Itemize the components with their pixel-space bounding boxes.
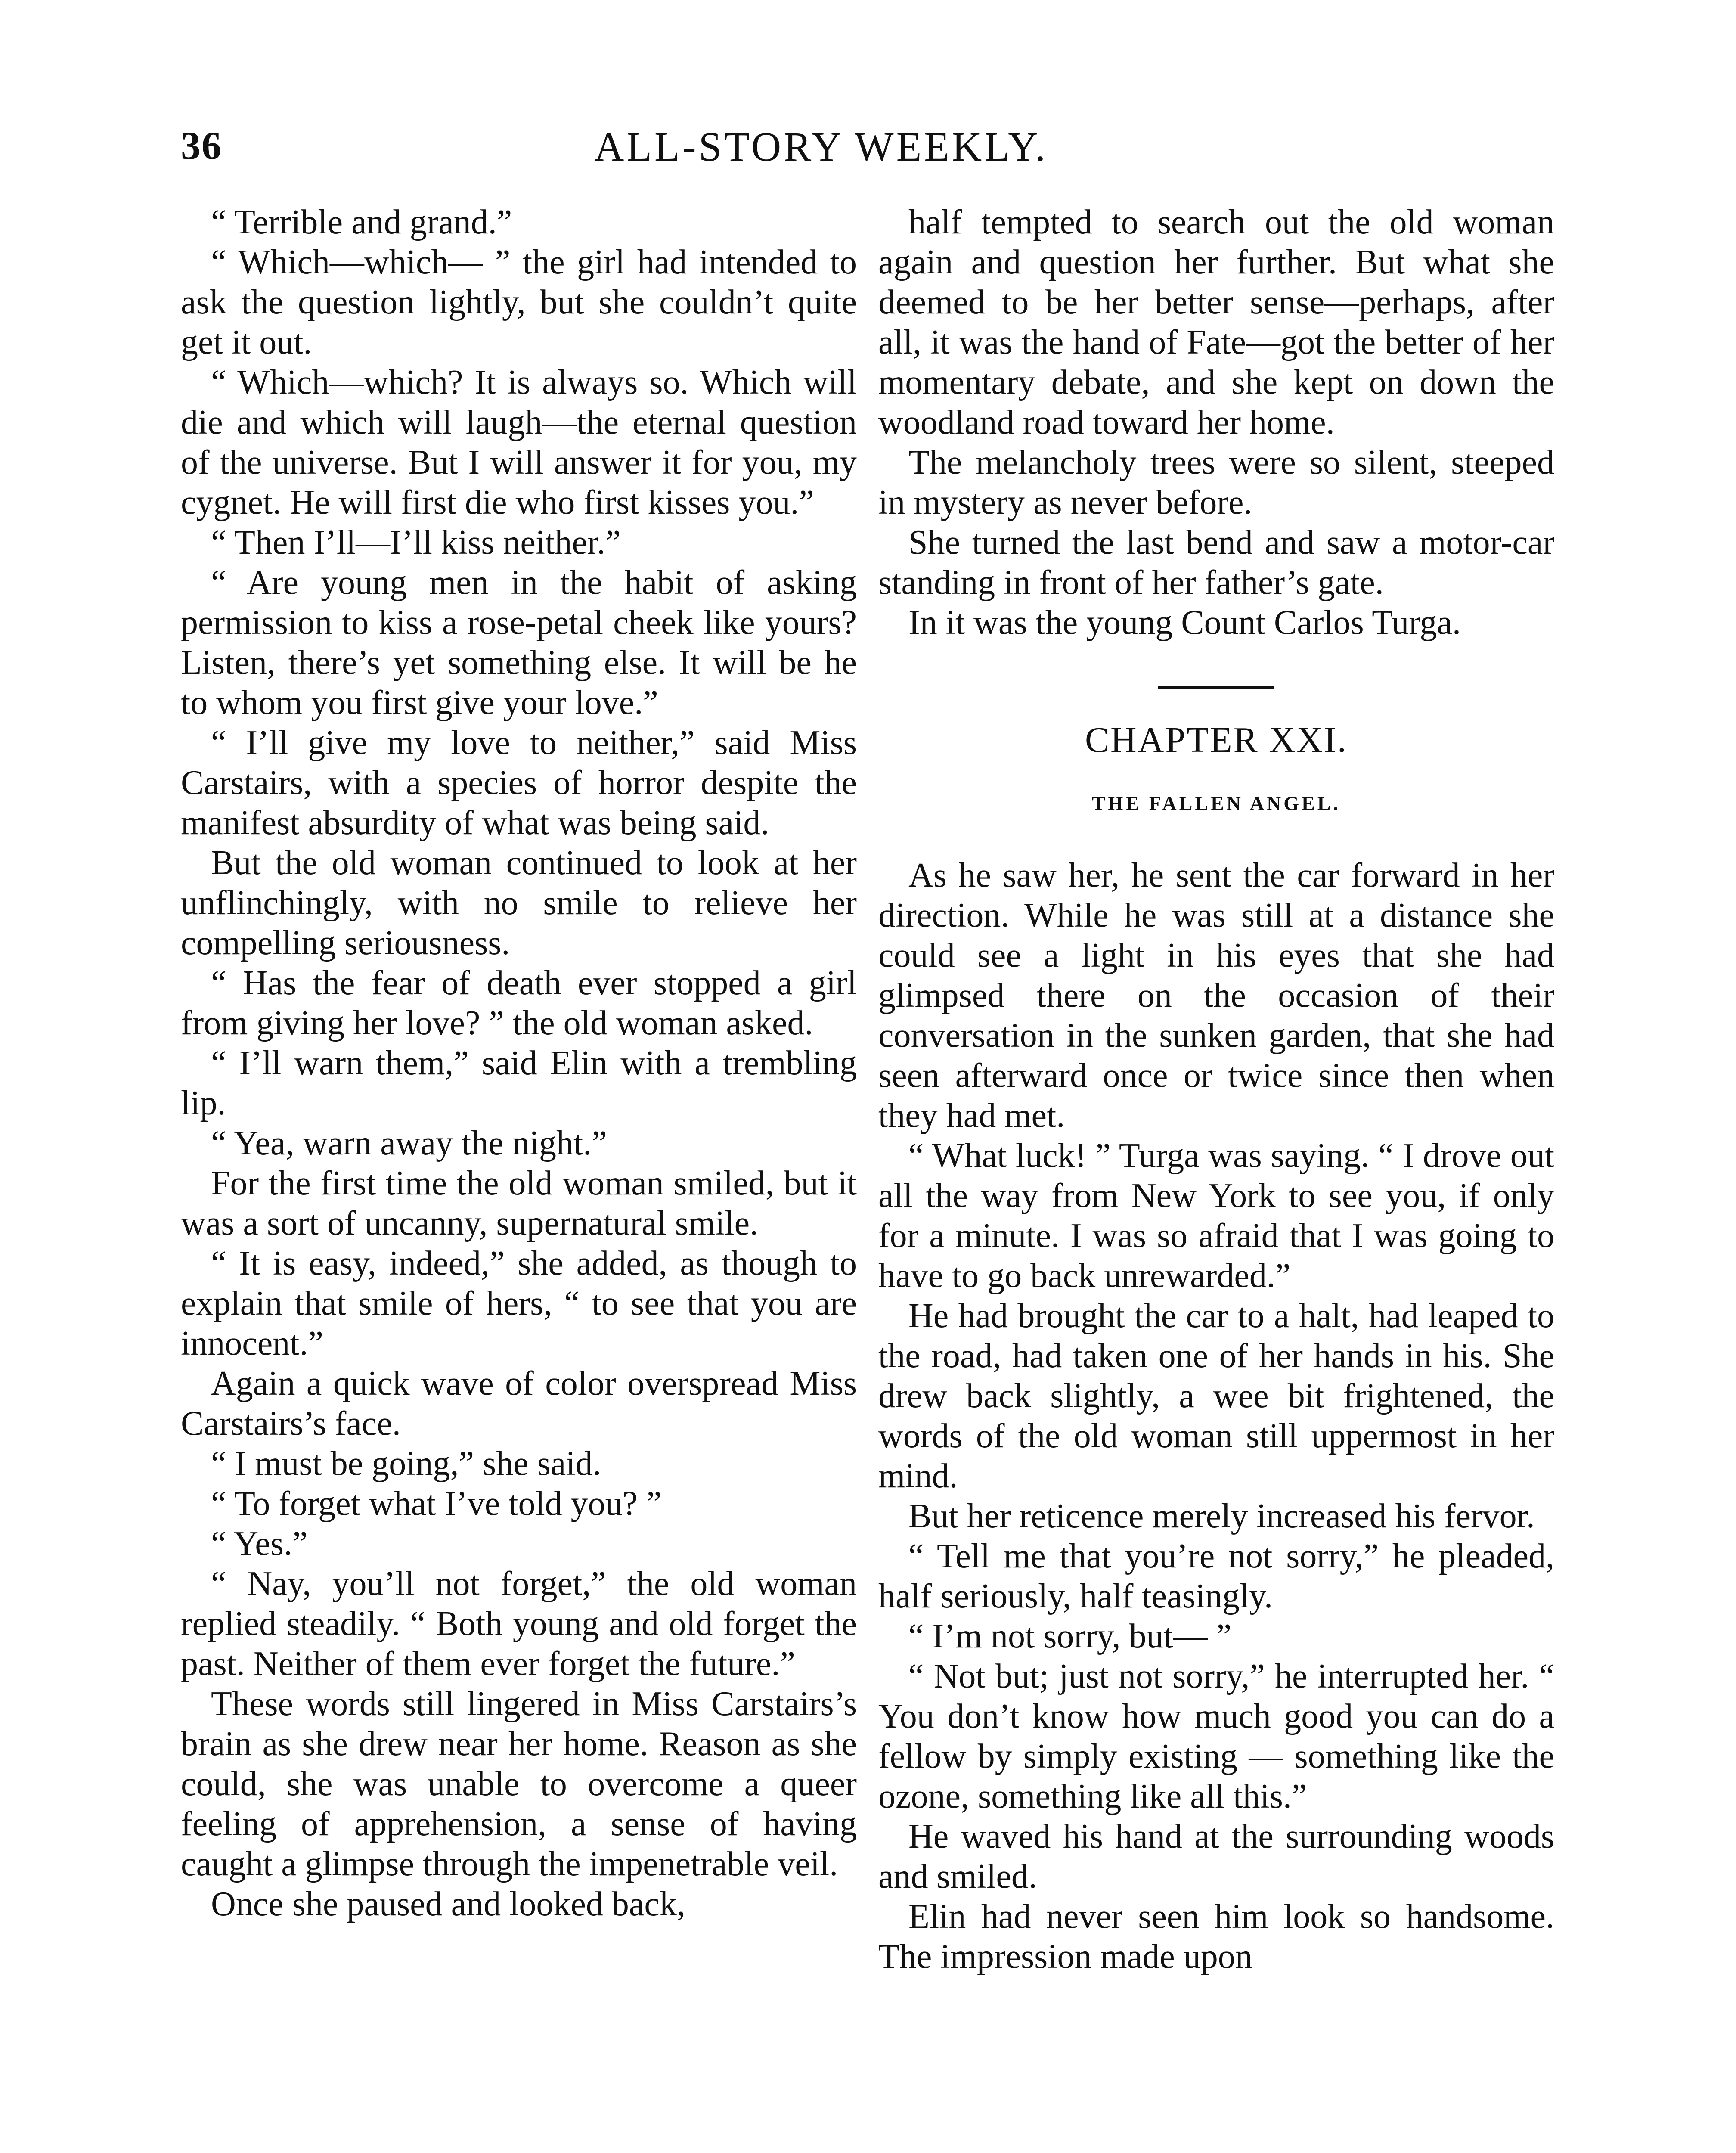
paragraph: “ Yes.” [211, 1525, 308, 1563]
paragraph: She turned the last bend and saw a motor-car standing in front of her father’s gate. [878, 524, 1554, 602]
page-number: 36 [181, 124, 222, 168]
paragraph: “ Yea, warn away the night.” [211, 1124, 607, 1162]
paragraph: “ Which—which? It is always so. Which will die and which will laugh—the eternal question of the universe. But I will answer it for you, my cygnet. He will first die who first kisses you.” [181, 363, 857, 521]
chapter-title: CHAPTER XXI. [1085, 720, 1348, 760]
paragraph: The melancholy trees were so silent, steeped in mystery as never before. [878, 444, 1554, 521]
paragraph: “ It is easy, indeed,” she added, as though to explain that smile of hers, “ to see that you are innocent.” [181, 1244, 857, 1362]
paragraph: For the first time the old woman smiled, but it was a sort of uncanny, supernatural smile. [181, 1164, 857, 1242]
paragraph: “ Nay, you’ll not forget,” the old woman replied steadily. “ Both young and old forget the past. Neither of them ever forget the future.” [181, 1565, 857, 1683]
paragraph: In it was the young Count Carlos Turga. [908, 604, 1461, 642]
chapter-subtitle: THE FALLEN ANGEL. [1092, 792, 1341, 814]
paragraph: He had brought the car to a halt, had leaped to the road, had taken one of her hands in his. She drew back slightly, a wee bit frightened, the words of the old woman still uppermost in her mind. [878, 1297, 1554, 1495]
paragraph: These words still lingered in Miss Carstairs’s brain as she drew near her home. Reason as she could, she was unable to overcome a queer feeling of apprehension, a sense of having caught a glimpse through the impenetrable veil. [181, 1685, 857, 1883]
paragraph: “ Not but; just not sorry,” he interrupted her. “ You don’t know how much good you can do a fellow by simply existing — something like the ozone, something like all this.” [878, 1657, 1554, 1815]
paragraph: “ To forget what I’ve told you? ” [211, 1485, 662, 1523]
paragraph: “ Tell me that you’re not sorry,” he pleaded, half seriously, half teasingly. [878, 1537, 1554, 1615]
paragraph: But her reticence merely increased his fervor. [908, 1497, 1535, 1535]
paragraph: Once she paused and looked back, [211, 1885, 685, 1923]
paragraph: “ I’ll give my love to neither,” said Miss Carstairs, with a species of horror despite the manifest absurdity of what was being said. [181, 724, 857, 842]
paragraph: “ Has the fear of death ever stopped a girl from giving her love? ” the old woman asked. [181, 964, 857, 1042]
paragraph: But the old woman continued to look at her unflinchingly, with no smile to relieve her compelling seriousness. [181, 844, 857, 962]
paragraph: “ I’ll warn them,” said Elin with a trembling lip. [181, 1044, 857, 1122]
paragraph: As he saw her, he sent the car forward in her direction. While he was still at a distance she could see a light in his eyes that she had glimpsed there on the occasion of their conversation in the sunken garden, that she had seen afterward once or twice since then when they had met. [878, 856, 1554, 1135]
paragraph: half tempted to search out the old woman again and question her further. But what she deemed to be her better sense—perhaps, after all, it was the hand of Fate—got the better of her momentary debate, and she kept on down the woodland road toward her home. [878, 203, 1554, 441]
paragraph: “ Which—which— ” the girl had intended to ask the question lightly, but she couldn’t quite get it out. [181, 243, 857, 361]
paragraph: Elin had never seen him look so handsome. The impression made upon [878, 1898, 1554, 1976]
paragraph: He waved his hand at the surrounding woods and smiled. [878, 1818, 1554, 1896]
paragraph: Again a quick wave of color overspread Miss Carstairs’s face. [181, 1365, 857, 1443]
running-head: ALL-STORY WEEKLY. [594, 124, 1048, 170]
paragraph: “ Are young men in the habit of asking permission to kiss a rose-petal cheek like yours? Listen, there’s yet something else. It will be he to whom you first give your love.” [181, 564, 857, 722]
paragraph: “ What luck! ” Turga was saying. “ I drove out all the way from New York to see you, if only for a minute. I was so afraid that I was going to have to go back unrewarded.” [878, 1137, 1554, 1295]
right-column [878, 202, 1554, 1977]
left-column [181, 202, 857, 1924]
section-divider [1158, 686, 1274, 689]
paragraph: “ Then I’ll—I’ll kiss neither.” [211, 524, 621, 562]
paragraph: “ Terrible and grand.” [211, 203, 512, 241]
paragraph: “ I’m not sorry, but— ” [908, 1617, 1232, 1655]
paragraph: “ I must be going,” she said. [211, 1445, 601, 1483]
